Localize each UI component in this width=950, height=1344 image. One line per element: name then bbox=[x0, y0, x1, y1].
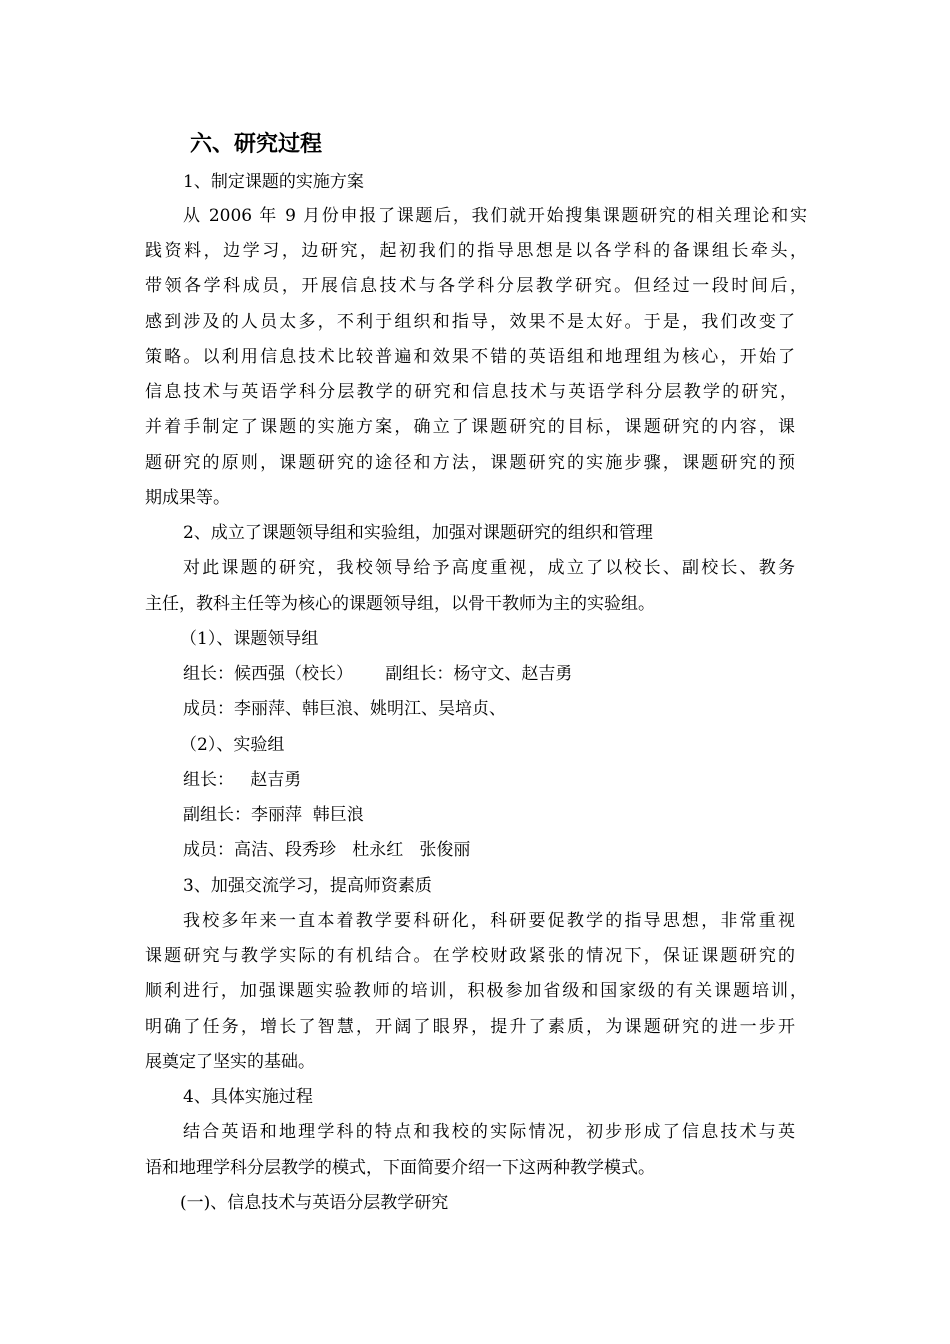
list-heading-leaders: （1）、课题领导组 bbox=[180, 629, 319, 649]
paragraph-line: 践资料，边学习，边研究，起初我们的指导思想是以各学科的备课组长牵头， bbox=[145, 241, 807, 261]
paragraph-line: 从 2006 年 9 月份申报了课题后，我们就开始搜集课题研究的相关理论和实 bbox=[183, 206, 807, 226]
experiment-group-head: 组长： 赵吉勇 bbox=[183, 770, 302, 790]
paragraph-line: 策略。以利用信息技术比较普遍和效果不错的英语组和地理组为核心，开始了 bbox=[145, 347, 795, 367]
paragraph-line: 顺利进行，加强课题实验教师的培训，积极参加省级和国家级的有关课题培训， bbox=[145, 981, 807, 1001]
subsection-heading: (一)、信息技术与英语分层教学研究 bbox=[180, 1193, 449, 1213]
section-heading: 六、研究过程 bbox=[190, 131, 323, 157]
list-heading-experiment: （2）、实验组 bbox=[180, 735, 285, 755]
paragraph-line: 明确了任务，增长了智慧，开阔了眼界，提升了素质，为课题研究的进一步开 bbox=[145, 1017, 795, 1037]
paragraph-line: 信息技术与英语学科分层教学的研究和信息技术与英语学科分层教学的研究， bbox=[145, 382, 797, 402]
paragraph-line: 语和地理学科分层教学的模式，下面简要介绍一下这两种教学模式。 bbox=[145, 1158, 655, 1178]
paragraph-line: 题研究的原则，课题研究的途径和方法，课题研究的实施步骤，课题研究的预 bbox=[145, 453, 795, 473]
subheading-2: 2、成立了课题领导组和实验组，加强对课题研究的组织和管理 bbox=[183, 523, 653, 543]
leader-group-members: 成员：李丽萍、韩巨浪、姚明江、吴培贞、 bbox=[183, 699, 506, 719]
paragraph-line: 对此课题的研究，我校领导给予高度重视，成立了以校长、副校长、教务 bbox=[183, 558, 795, 578]
subheading-4: 4、具体实施过程 bbox=[183, 1087, 313, 1107]
paragraph-line: 我校多年来一直本着教学要科研化，科研要促教学的指导思想，非常重视 bbox=[183, 911, 795, 931]
paragraph-line: 并着手制定了课题的实施方案，确立了课题研究的目标，课题研究的内容，课 bbox=[145, 417, 795, 437]
paragraph-line: 结合英语和地理学科的特点和我校的实际情况，初步形成了信息技术与英 bbox=[183, 1122, 795, 1142]
paragraph-line: 展奠定了坚实的基础。 bbox=[145, 1052, 315, 1072]
paragraph-line: 主任，教科主任等为核心的课题领导组，以骨干教师为主的实验组。 bbox=[145, 594, 655, 614]
leader-group-heads: 组长：候西强（校长） 副组长：杨守文、赵吉勇 bbox=[183, 664, 573, 684]
subheading-1: 1、制定课题的实施方案 bbox=[183, 172, 364, 192]
paragraph-line: 感到涉及的人员太多，不利于组织和指导，效果不是太好。于是，我们改变了 bbox=[145, 312, 795, 332]
subheading-3: 3、加强交流学习，提高师资素质 bbox=[183, 876, 432, 896]
paragraph-line: 带领各学科成员，开展信息技术与各学科分层教学研究。但经过一段时间后， bbox=[145, 276, 807, 296]
experiment-group-members: 成员：高洁、段秀珍 杜永红 张俊丽 bbox=[183, 840, 471, 860]
paragraph-line: 课题研究与教学实际的有机结合。在学校财政紧张的情况下，保证课题研究的 bbox=[145, 946, 795, 966]
paragraph-line: 期成果等。 bbox=[145, 488, 230, 508]
experiment-group-deputies: 副组长：李丽萍 韩巨浪 bbox=[183, 805, 364, 825]
